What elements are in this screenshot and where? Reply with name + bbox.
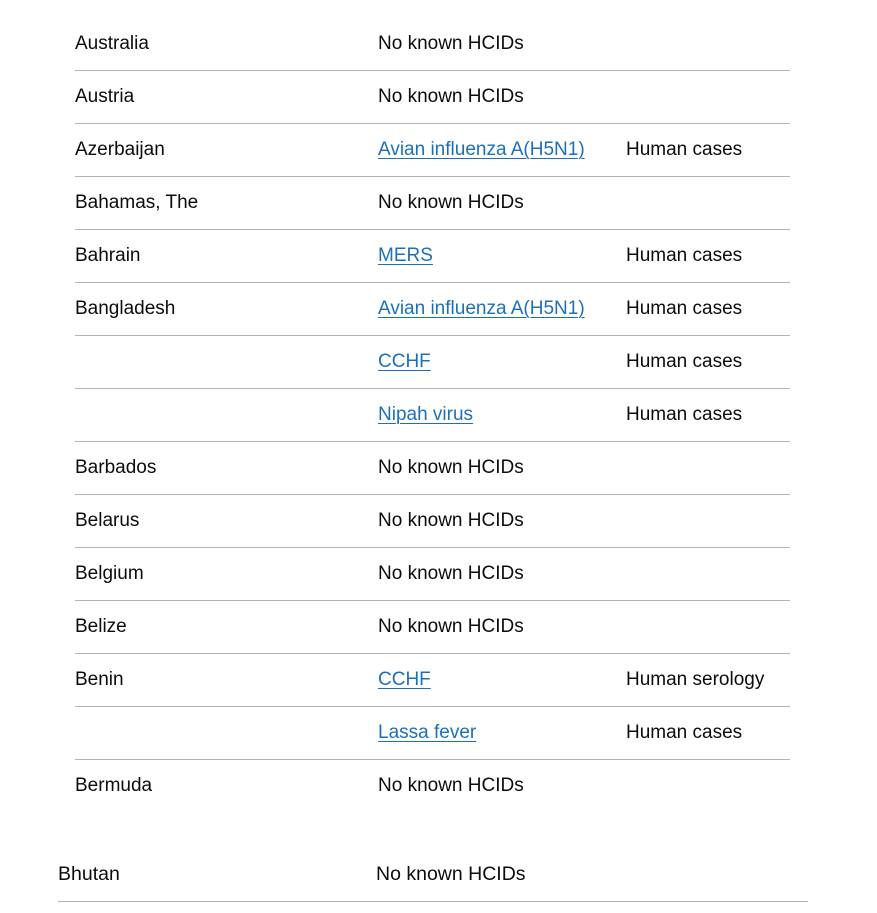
country-cell: Australia: [75, 33, 149, 54]
country-cell: Bahamas, The: [75, 192, 199, 213]
status-cell: Human cases: [626, 404, 743, 425]
country-cell: Barbados: [75, 457, 157, 478]
disease-cell: No known HCIDs: [376, 863, 526, 885]
table-row: [75, 124, 790, 177]
disease-cell: No known HCIDs: [378, 510, 524, 531]
country-cell: Austria: [75, 86, 135, 107]
disease-cell: No known HCIDs: [378, 86, 524, 107]
table-row: [75, 177, 790, 230]
table-row: [75, 760, 790, 812]
table-row: [75, 389, 790, 442]
table-row: [75, 707, 790, 760]
status-cell: [626, 548, 790, 571]
disease-cell: [378, 336, 626, 388]
disease-cell: [378, 707, 626, 759]
disease-cell: No known HCIDs: [378, 33, 524, 54]
status-cell: Human cases: [626, 139, 743, 160]
status-cell: Human serology: [626, 669, 765, 690]
table-row: [75, 18, 790, 71]
status-cell: [626, 177, 790, 200]
country-cell: Bahrain: [75, 245, 141, 266]
disease-cell: No known HCIDs: [378, 192, 524, 213]
disease-link-mers[interactable]: MERS: [378, 245, 433, 266]
disease-link-avian-influenza[interactable]: Avian influenza A(H5N1): [378, 298, 585, 319]
disease-link-lassa-fever[interactable]: Lassa fever: [378, 722, 477, 743]
status-cell: Human cases: [626, 245, 743, 266]
table-row: [75, 548, 790, 601]
status-cell: [626, 442, 790, 465]
table-row: [75, 336, 790, 389]
disease-cell: No known HCIDs: [378, 616, 524, 637]
disease-cell: [378, 283, 626, 335]
disease-link-cchf[interactable]: CCHF: [378, 669, 431, 690]
disease-cell: No known HCIDs: [378, 775, 524, 796]
disease-cell: No known HCIDs: [378, 457, 524, 478]
status-cell: [626, 495, 790, 518]
disease-cell: [378, 124, 626, 176]
table-row: [75, 230, 790, 283]
table-row: [75, 495, 790, 548]
status-cell: Human cases: [626, 351, 743, 372]
table-row: [75, 442, 790, 495]
disease-link-avian-influenza[interactable]: Avian influenza A(H5N1): [378, 139, 585, 160]
status-cell: [626, 18, 790, 41]
disease-cell: [378, 654, 626, 706]
status-cell: [626, 71, 790, 94]
table-row: [75, 71, 790, 124]
disease-cell: [378, 389, 626, 441]
country-cell: Belarus: [75, 510, 140, 531]
table-row: [75, 283, 790, 336]
country-cell: Benin: [75, 669, 124, 690]
disease-link-nipah-virus[interactable]: Nipah virus: [378, 404, 474, 425]
status-cell: [626, 760, 790, 783]
country-cell: [75, 336, 378, 359]
disease-cell: [378, 230, 626, 282]
table-row: [75, 601, 790, 654]
country-cell: Bhutan: [58, 863, 120, 885]
table-row: [75, 654, 790, 707]
country-cell: [75, 389, 378, 412]
status-cell: Human cases: [626, 298, 743, 319]
country-cell: Azerbaijan: [75, 139, 165, 160]
disease-link-cchf[interactable]: CCHF: [378, 351, 431, 372]
table-row: [58, 860, 808, 902]
status-cell: Human cases: [626, 722, 743, 743]
country-cell: Bangladesh: [75, 298, 176, 319]
status-cell: [626, 601, 790, 624]
country-cell: Bermuda: [75, 775, 153, 796]
country-cell: [75, 707, 378, 730]
country-cell: Belgium: [75, 563, 144, 584]
country-cell: Belize: [75, 616, 127, 637]
hcid-country-table: [75, 18, 790, 812]
disease-cell: No known HCIDs: [378, 563, 524, 584]
